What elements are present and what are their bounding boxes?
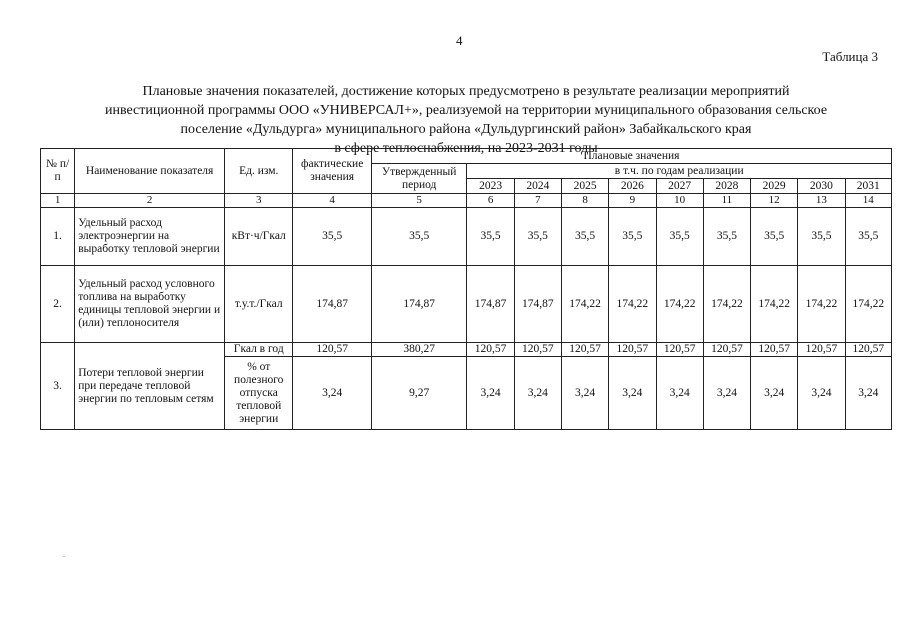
row-number: 1. (41, 208, 75, 266)
column-index: 1 (41, 194, 75, 208)
year-value: 35,5 (703, 208, 750, 266)
column-index: 7 (514, 194, 561, 208)
indicator-name: Удельный расход условного топлива на выработку единицы тепловой энергии и (или) теплоносителя (75, 266, 225, 343)
row-number: 2. (41, 266, 75, 343)
approved-value: 380,27 (371, 343, 467, 357)
year-value: 35,5 (798, 208, 845, 266)
column-index-row (41, 194, 892, 208)
column-index: 12 (751, 194, 798, 208)
indicator-name: Потери тепловой энергии при передаче тепловой энергии по тепловым сетям (75, 343, 225, 430)
year-value: 35,5 (514, 208, 561, 266)
header-year: 2025 (561, 179, 608, 194)
column-index: 8 (561, 194, 608, 208)
year-value: 120,57 (703, 343, 750, 357)
year-value: 174,22 (609, 266, 656, 343)
column-index: 13 (798, 194, 845, 208)
year-value: 3,24 (561, 357, 608, 430)
year-value: 35,5 (467, 208, 514, 266)
header-approved: Утвержденный период (371, 164, 467, 194)
year-value: 120,57 (656, 343, 703, 357)
year-value: 174,87 (514, 266, 561, 343)
column-index: 3 (225, 194, 293, 208)
year-value: 3,24 (845, 357, 891, 430)
year-value: 174,22 (798, 266, 845, 343)
year-value: 3,24 (798, 357, 845, 430)
unit-cell: Гкал в год (225, 343, 293, 357)
actual-value: 35,5 (293, 208, 371, 266)
title-line: Плановые значения показателей, достижение которых предусмотрено в результате реализации мероприятий (142, 84, 790, 99)
unit-cell: кВт·ч/Гкал (225, 208, 293, 266)
year-value: 3,24 (656, 357, 703, 430)
approved-value: 9,27 (371, 357, 467, 430)
header-num: № п/п (41, 149, 75, 194)
year-value: 3,24 (751, 357, 798, 430)
year-value: 120,57 (798, 343, 845, 357)
table-row (41, 343, 892, 357)
year-value: 174,87 (467, 266, 514, 343)
year-value: 35,5 (609, 208, 656, 266)
header-year: 2026 (609, 179, 656, 194)
approved-value: 174,87 (371, 266, 467, 343)
year-value: 174,22 (561, 266, 608, 343)
column-index: 11 (703, 194, 750, 208)
year-value: 35,5 (751, 208, 798, 266)
indicators-table (40, 148, 892, 430)
actual-value: 174,87 (293, 266, 371, 343)
header-year: 2031 (845, 179, 891, 194)
year-value: 3,24 (514, 357, 561, 430)
column-index: 2 (75, 194, 225, 208)
unit-cell: % от полезного отпуска тепловой энергии (225, 357, 293, 430)
year-value: 120,57 (609, 343, 656, 357)
column-index: 6 (467, 194, 514, 208)
year-value: 35,5 (656, 208, 703, 266)
header-year: 2030 (798, 179, 845, 194)
year-value: 120,57 (561, 343, 608, 357)
row-number: 3. (41, 343, 75, 430)
title-line: инвестиционной программы ООО «УНИВЕРСАЛ+», реализуемой на территории муниципального образования сельское (104, 103, 828, 118)
approved-value: 35,5 (371, 208, 467, 266)
header-unit: Ед. изм. (225, 149, 293, 194)
table-row (41, 208, 892, 266)
year-value: 174,22 (751, 266, 798, 343)
table-label: Таблица 3 (822, 49, 878, 64)
column-index: 4 (293, 194, 371, 208)
header-by-years: в т.ч. по годам реализации (467, 164, 892, 179)
header-year: 2028 (703, 179, 750, 194)
column-index: 5 (371, 194, 467, 208)
year-value: 120,57 (845, 343, 891, 357)
year-value: 3,24 (703, 357, 750, 430)
year-value: 3,24 (609, 357, 656, 430)
year-value: 174,22 (845, 266, 891, 343)
actual-value: 3,24 (293, 357, 371, 430)
column-index: 14 (845, 194, 891, 208)
header-planned: Плановые значения (371, 149, 891, 164)
header-name: Наименование показателя (75, 149, 225, 194)
year-value: 120,57 (514, 343, 561, 357)
header-year: 2024 (514, 179, 561, 194)
column-index: 10 (656, 194, 703, 208)
header-year: 2023 (467, 179, 514, 194)
column-index: 9 (609, 194, 656, 208)
indicator-name: Удельный расход электроэнергии на выработку тепловой энергии (75, 208, 225, 266)
actual-value: 120,57 (293, 343, 371, 357)
year-value: 35,5 (561, 208, 608, 266)
document-title (40, 82, 892, 158)
title-line: в сфере теплоснабжения, на 2023-2031 годы (334, 141, 598, 156)
unit-cell: т.у.т./Гкал (225, 266, 293, 343)
header-year: 2029 (751, 179, 798, 194)
header-actual: фактические значения (293, 149, 371, 194)
year-value: 3,24 (467, 357, 514, 430)
year-value: 174,22 (656, 266, 703, 343)
year-value: 35,5 (845, 208, 891, 266)
page-number: 4 (456, 33, 463, 48)
header-year: 2027 (656, 179, 703, 194)
year-value: 174,22 (703, 266, 750, 343)
scan-speck (63, 556, 65, 557)
year-value: 120,57 (751, 343, 798, 357)
title-line: поселение «Дульдурга» муниципального района «Дульдургинский район» Забайкальского края (180, 122, 752, 137)
year-value: 120,57 (467, 343, 514, 357)
table-row (41, 266, 892, 343)
